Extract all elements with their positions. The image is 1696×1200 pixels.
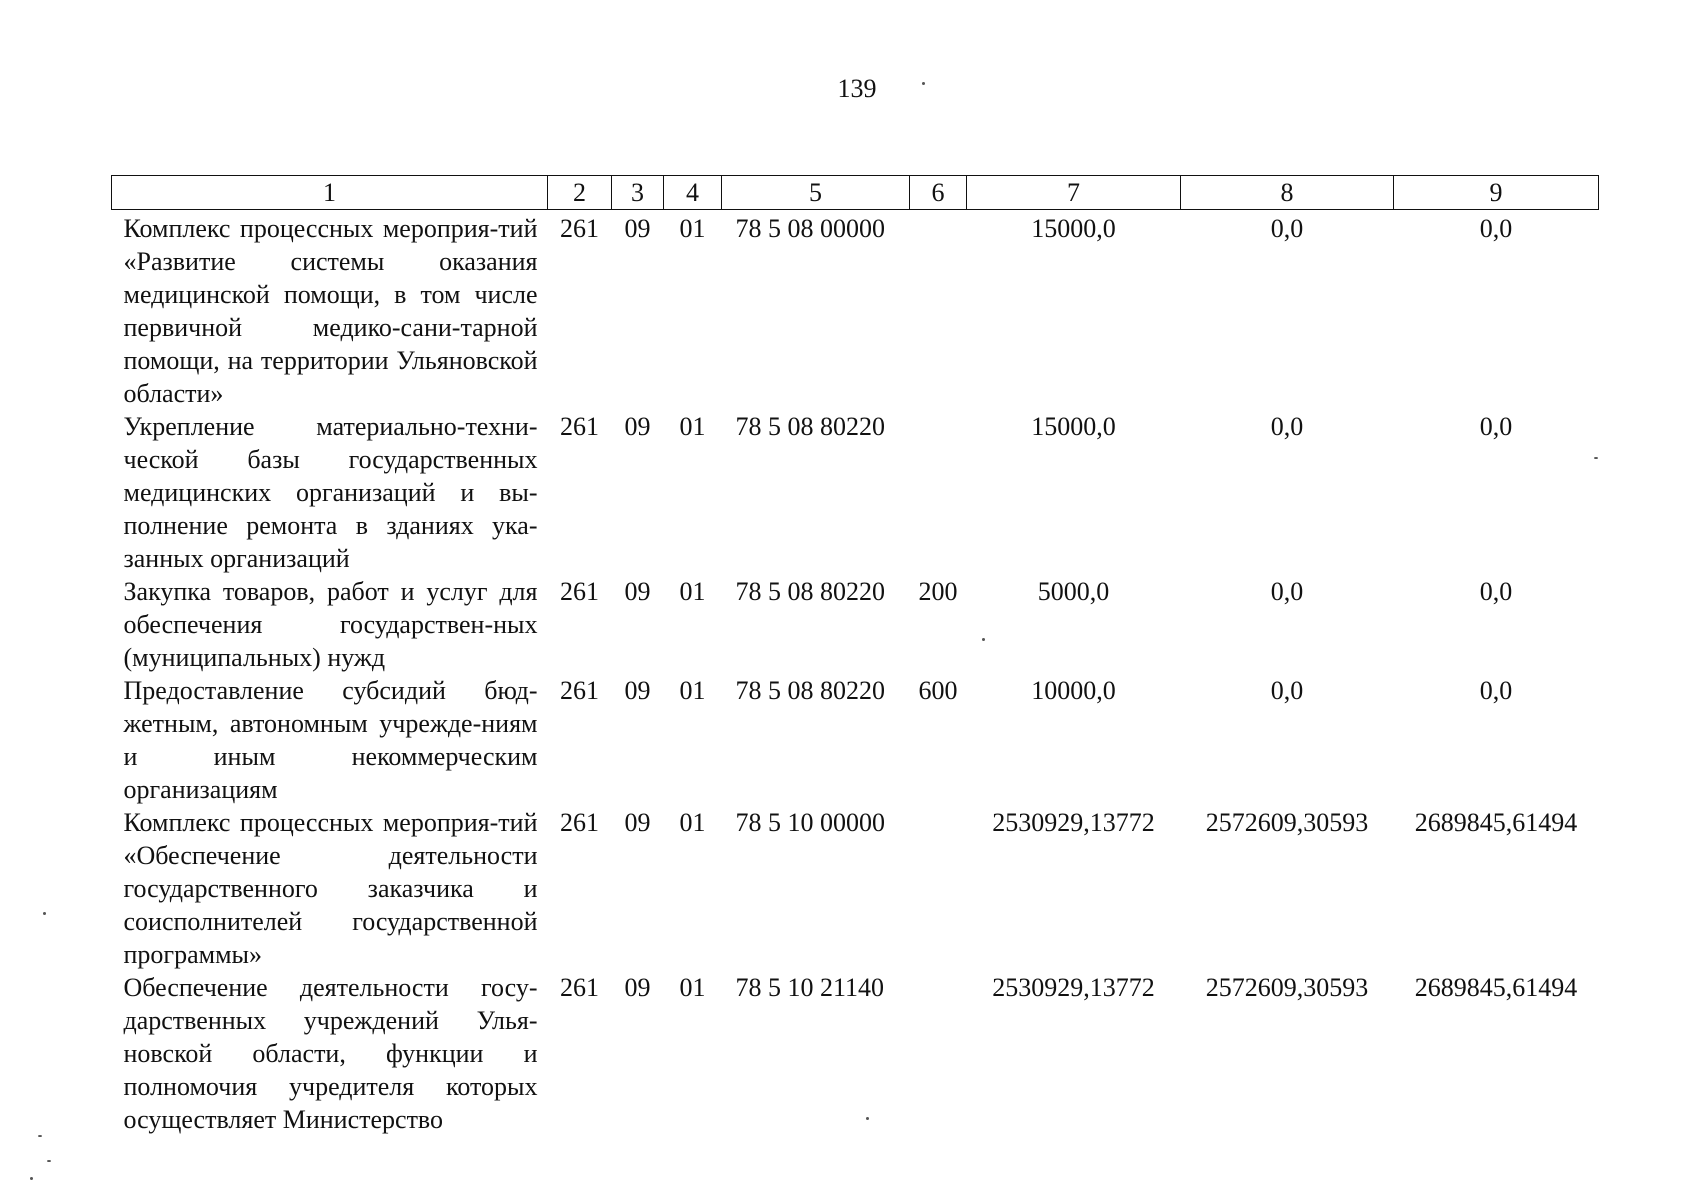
subsection-cell: 09 (624, 808, 651, 837)
table-header-row (112, 176, 1599, 210)
expense-type-cell: 600 (918, 676, 958, 705)
section-cell: 261 (560, 973, 599, 1002)
scan-speck (866, 1117, 869, 1120)
scan-speck (982, 638, 985, 641)
amount-col7-cell: 2530929,13772 (992, 808, 1155, 837)
expense-type-cell: 200 (918, 577, 958, 606)
amount-col9-cell: 0,0 (1479, 214, 1513, 243)
amount-col9-cell: 2689845,61494 (1414, 973, 1578, 1002)
section-cell: 261 (560, 577, 599, 606)
expense-type-cell (910, 210, 967, 411)
column-header: 5 (722, 176, 910, 210)
expense-type-cell (910, 971, 967, 1136)
amount-col7-cell: 15000,0 (1031, 412, 1116, 441)
scan-speck (30, 1177, 33, 1180)
division-cell: 01 (679, 214, 706, 243)
row-name-cell: Комплекс процессных мероприя-тий «Обеспечение деятельности государственного заказчика и соисполнителей государственной программы» (123, 808, 538, 969)
section-cell: 261 (560, 808, 599, 837)
row-name-cell: Укрепление материально-техни-ческой базы государственных медицинских организаций и вы-полнение ремонта в зданиях ука-занных организаций (123, 412, 538, 573)
column-header: 3 (612, 176, 664, 210)
target-code-cell: 78 5 10 00000 (735, 808, 885, 837)
subsection-cell: 09 (624, 973, 651, 1002)
target-code-cell: 78 5 08 80220 (735, 577, 885, 606)
column-header: 6 (910, 176, 967, 210)
table-row (112, 210, 1599, 411)
amount-col8-cell: 0,0 (1270, 214, 1304, 243)
column-header: 9 (1394, 176, 1599, 210)
amount-col9-cell: 0,0 (1479, 412, 1513, 441)
amount-col7-cell: 10000,0 (1031, 676, 1116, 705)
scan-speck (43, 912, 46, 915)
scan-speck (1594, 457, 1598, 459)
target-code-cell: 78 5 08 80220 (735, 412, 885, 441)
amount-col8-cell: 2572609,30593 (1205, 808, 1369, 837)
target-code-cell: 78 5 10 21140 (735, 973, 885, 1002)
amount-col9-cell: 0,0 (1479, 577, 1513, 606)
amount-col9-cell: 0,0 (1479, 676, 1513, 705)
section-cell: 261 (560, 676, 599, 705)
amount-col9-cell: 2689845,61494 (1414, 808, 1578, 837)
section-cell: 261 (560, 412, 599, 441)
target-code-cell: 78 5 08 00000 (735, 214, 885, 243)
amount-col8-cell: 0,0 (1270, 577, 1304, 606)
subsection-cell: 09 (624, 412, 651, 441)
scan-speck (922, 82, 925, 85)
division-cell: 01 (679, 676, 706, 705)
budget-table (111, 175, 1599, 1136)
table-row (112, 806, 1599, 971)
section-cell: 261 (560, 214, 599, 243)
scan-speck (38, 1135, 42, 1137)
amount-col7-cell: 2530929,13772 (992, 973, 1155, 1002)
row-name-cell: Закупка товаров, работ и услуг для обеспечения государствен-ных (муниципальных) нужд (123, 577, 538, 672)
division-cell: 01 (679, 808, 706, 837)
division-cell: 01 (679, 973, 706, 1002)
table-row (112, 575, 1599, 674)
table-row (112, 674, 1599, 806)
column-header: 2 (548, 176, 612, 210)
table-body (112, 210, 1599, 1137)
expense-type-cell (910, 806, 967, 971)
column-header: 8 (1181, 176, 1394, 210)
subsection-cell: 09 (624, 577, 651, 606)
amount-col8-cell: 0,0 (1270, 676, 1304, 705)
subsection-cell: 09 (624, 676, 651, 705)
column-header: 7 (967, 176, 1181, 210)
amount-col7-cell: 5000,0 (1037, 577, 1110, 606)
target-code-cell: 78 5 08 80220 (735, 676, 885, 705)
row-name-cell: Обеспечение деятельности госу-дарственных учреждений Улья-новской области, функции и полномочия учредителя которых осуществляет Министерство (123, 973, 538, 1134)
row-name-cell: Предоставление субсидий бюд-жетным, автономным учрежде-ниям и иным некоммерческим организациям (123, 676, 538, 804)
table-row (112, 971, 1599, 1136)
page-number: 139 (837, 74, 877, 103)
column-header: 1 (112, 176, 548, 210)
amount-col7-cell: 15000,0 (1031, 214, 1116, 243)
row-name-cell: Комплекс процессных мероприя-тий «Развитие системы оказания медицинской помощи, в том числе первичной медико-сани-тарной помощи, на территории Ульяновской области» (123, 214, 538, 408)
subsection-cell: 09 (624, 214, 651, 243)
expense-type-cell (910, 410, 967, 575)
amount-col8-cell: 2572609,30593 (1205, 973, 1369, 1002)
amount-col8-cell: 0,0 (1270, 412, 1304, 441)
scan-speck (47, 1160, 51, 1162)
division-cell: 01 (679, 577, 706, 606)
table-row (112, 410, 1599, 575)
division-cell: 01 (679, 412, 706, 441)
column-header: 4 (664, 176, 722, 210)
